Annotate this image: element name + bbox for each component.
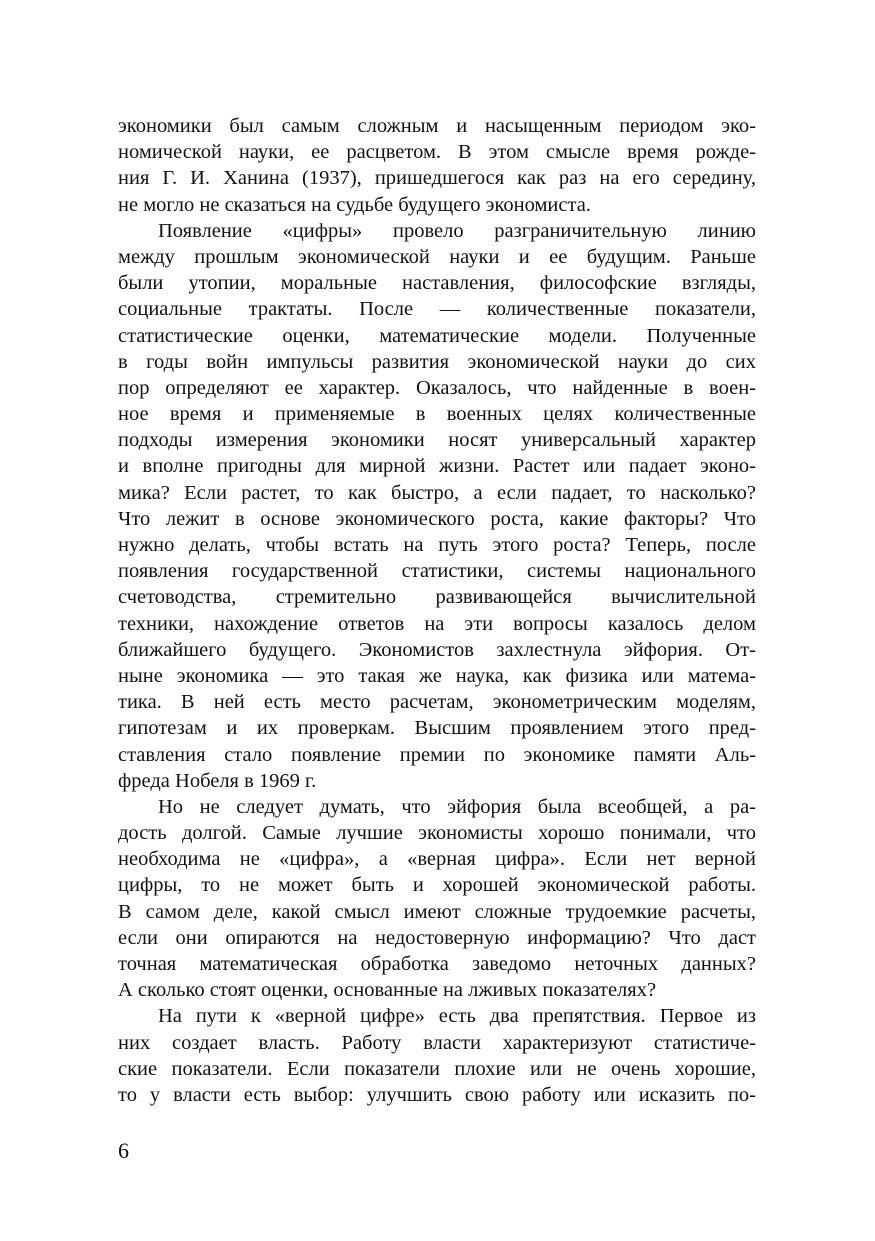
paragraph (118, 113, 756, 218)
text-line: то у власти есть выбор: улучшить свою работу или исказить по- (118, 1083, 756, 1106)
text-line: Но не следует думать, что эйфория была всеобщей, а ра- (158, 795, 756, 818)
text-line: пор определяют ее характер. Оказалось, что найденные в воен- (118, 376, 756, 399)
text-line: счетоводства, стремительно развивающейся вычислительной (118, 586, 756, 609)
text-line: социальные трактаты. После — количественные показатели, (118, 298, 756, 321)
text-line: точная математическая обработка заведомо неточных данных? (118, 953, 756, 975)
text-line: ставления стало появление премии по экономике памяти Аль- (118, 743, 756, 766)
text-line: нужно делать, чтобы встать на путь этого роста? Теперь, после (118, 534, 756, 556)
text-line: номической науки, ее расцветом. В этом смысле время рожде- (118, 141, 756, 164)
text-line: были утопии, моральные наставления, философские взгляды, (118, 272, 756, 295)
text-line: тика. В ней есть место расчетам, эконометрическим моделям, (118, 691, 756, 714)
text-line: ближайшего будущего. Экономистов захлестнула эйфория. От- (118, 638, 756, 661)
text-line: А сколько стоят оценки, основанные на лживых показателях? (118, 979, 657, 1002)
text-line: дость долгой. Самые лучшие экономисты хорошо понимали, что (118, 822, 756, 845)
paragraph (118, 218, 756, 794)
text-line: и вполне пригодны для мирной жизни. Растет или падает эконо- (118, 455, 756, 478)
text-line: не могло не сказаться на судьбе будущего экономиста. (118, 193, 591, 216)
text-line: них создает власть. Работу власти характеризуют статистиче- (118, 1031, 756, 1054)
text-line: мика? Если растет, то как быстро, а если падает, то насколько? (118, 481, 756, 504)
paragraph (118, 1003, 756, 1108)
text-line: гипотезам и их проверкам. Высшим проявлением этого пред- (118, 717, 756, 740)
text-line: экономики был самым сложным и насыщенным периодом эко- (118, 115, 756, 137)
text-line: цифры, то не может быть и хорошей экономической работы. (118, 874, 756, 897)
text-line: в годы войн импульсы развития экономической науки до сих (118, 350, 756, 373)
text-line: подходы измерения экономики носят универсальный характер (118, 429, 756, 452)
text-line: ныне экономика — это такая же наука, как физика или матема- (118, 664, 756, 687)
text-line: статистические оценки, математические модели. Полученные (118, 324, 756, 347)
page-body (118, 113, 756, 1108)
text-line: Что лежит в основе экономического роста, какие факторы? Что (118, 507, 756, 530)
paragraph (118, 794, 756, 1004)
text-line: фреда Нобеля в 1969 г. (118, 769, 317, 792)
text-line: необходима не «цифра», а «верная цифра». Если нет верной (118, 848, 756, 871)
text-line: если они опираются на недостоверную информацию? Что даст (118, 926, 756, 949)
text-line: между прошлым экономической науки и ее будущим. Раньше (118, 245, 756, 268)
text-line: В самом деле, какой смысл имеют сложные трудоемкие расчеты, (118, 900, 756, 923)
text-line: ские показатели. Если показатели плохие или не очень хорошие, (118, 1057, 756, 1080)
page-number: 6 (118, 1138, 129, 1163)
text-line: техники, нахождение ответов на эти вопросы казалось делом (118, 612, 756, 635)
text-line: появления государственной статистики, системы национального (118, 560, 756, 583)
text-line: ное время и применяемые в военных целях количественные (118, 403, 756, 426)
text-line: На пути к «верной цифре» есть два препятствия. Первое из (158, 1005, 756, 1028)
text-line: ния Г. И. Ханина (1937), пришедшегося как раз на его середину, (118, 167, 756, 190)
text-line: Появление «цифры» провело разграничительную линию (158, 219, 756, 242)
